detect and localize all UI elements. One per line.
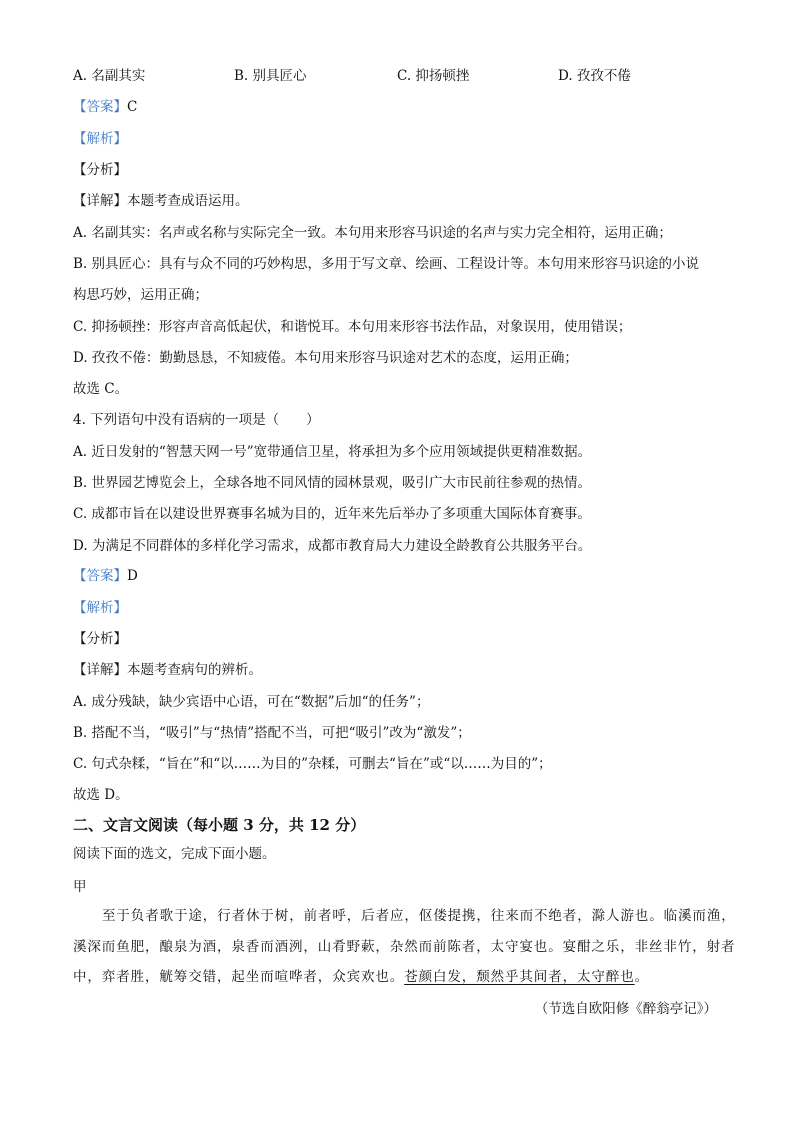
q3-explain-d: D. 孜孜不倦：勤勤恳恳，不知疲倦。本句用来形容马识途对艺术的态度，运用正确；: [73, 350, 578, 366]
section-heading: 二、文言文阅读（每小题 3 分，共 12 分）: [73, 816, 366, 834]
q4-explain-b: B. 搭配不当，“吸引”与“热情”搭配不当，可把“吸引”改为“激发”；: [73, 725, 471, 741]
answer-tag: 【答案】: [73, 568, 127, 584]
q3-option-c: C. 抑扬顿挫: [397, 68, 470, 84]
q3-jiexi: 【解析】: [73, 131, 127, 147]
q4-explain-c: C. 句式杂糅，“旨在”和“以……为目的”杂糅，可删去“旨在”或“以……为目的”；: [73, 756, 552, 772]
q4-option-c: C. 成都市旨在以建设世界赛事名城为目的，近年来先后举办了多项重大国际体育赛事。: [73, 506, 591, 522]
q3-option-a: A. 名副其实: [73, 68, 146, 84]
q3-fenxi: 【分析】: [73, 162, 127, 178]
q3-conclusion: 故选 C。: [73, 381, 129, 397]
q4-option-b: B. 世界园艺博览会上，全球各地不同风情的园林景观，吸引广大市民前往参观的热情。: [73, 475, 592, 491]
section-instruction: 阅读下面的选文，完成下面小题。: [73, 846, 276, 862]
answer-value: C: [127, 99, 138, 115]
passage-label: 甲: [73, 879, 87, 895]
q3-explain-c: C. 抑扬顿挫：形容声音高低起伏，和谐悦耳。本句用来形容书法作品，对象误用，使用错误；: [73, 319, 632, 335]
q4-option-d: D. 为满足不同群体的多样化学习需求，成都市教育局大力建设全龄教育公共服务平台。: [73, 538, 592, 554]
passage-line-3-end: 。: [634, 969, 650, 985]
q3-option-d: D. 孜孜不倦: [558, 68, 631, 84]
passage-line-2: 溪深而鱼肥，酿泉为酒，泉香而酒洌，山肴野蔌，杂然而前陈者，太守宴也。宴酣之乐，非丝非竹，射者: [73, 939, 736, 955]
q3-answer: [73, 98, 137, 116]
detail-tag: 【详解】: [73, 193, 127, 209]
q4-option-a: A. 近日发射的“智慧天网一号”宽带通信卫星，将承担为多个应用领域提供更精准数据。: [73, 444, 592, 460]
detail-text: 本题考查成语运用。: [127, 193, 249, 209]
q3-option-b: B. 别具匠心: [234, 68, 307, 84]
q4-jiexi: 【解析】: [73, 600, 127, 616]
passage-line-3: [73, 968, 649, 986]
underlined-sentence: 苍颜白发，颓然乎其间者，太守醉也: [404, 969, 635, 985]
q4-conclusion: 故选 D。: [73, 787, 129, 803]
detail-text: 本题考查病句的辨析。: [127, 662, 262, 678]
answer-value: D: [127, 568, 138, 584]
answer-tag: 【答案】: [73, 99, 127, 115]
q4-detail: [73, 661, 262, 679]
passage-source: （节选自欧阳修《醉翁亭记》）: [534, 1001, 717, 1017]
q3-explain-b-line2: 构思巧妙，运用正确；: [73, 287, 208, 303]
q4-explain-a: A. 成分残缺，缺少宾语中心语，可在“数据”后加“的任务”；: [73, 694, 430, 710]
q3-explain-a: A. 名副其实：名声或名称与实际完全一致。本句用来形容马识途的名声与实力完全相符，运用正确；: [73, 225, 672, 241]
passage-line-3-start: 中，弈者胜，觥筹交错，起坐而喧哗者，众宾欢也。: [73, 969, 405, 985]
detail-tag: 【详解】: [73, 662, 127, 678]
passage-line-1: 至于负者歌于途，行者休于树，前者呼，后者应，伛偻提携，往来而不绝者，滁人游也。临溪而渔，: [102, 908, 736, 924]
q4-stem: 4. 下列语句中没有语病的一项是（ ）: [73, 412, 320, 428]
q4-fenxi: 【分析】: [73, 631, 127, 647]
q3-detail: [73, 192, 249, 210]
q4-answer: [73, 567, 138, 585]
q3-explain-b-line1: B. 别具匠心：具有与众不同的巧妙构思，多用于写文章、绘画、工程设计等。本句用来形容马识途的小说: [73, 256, 700, 272]
